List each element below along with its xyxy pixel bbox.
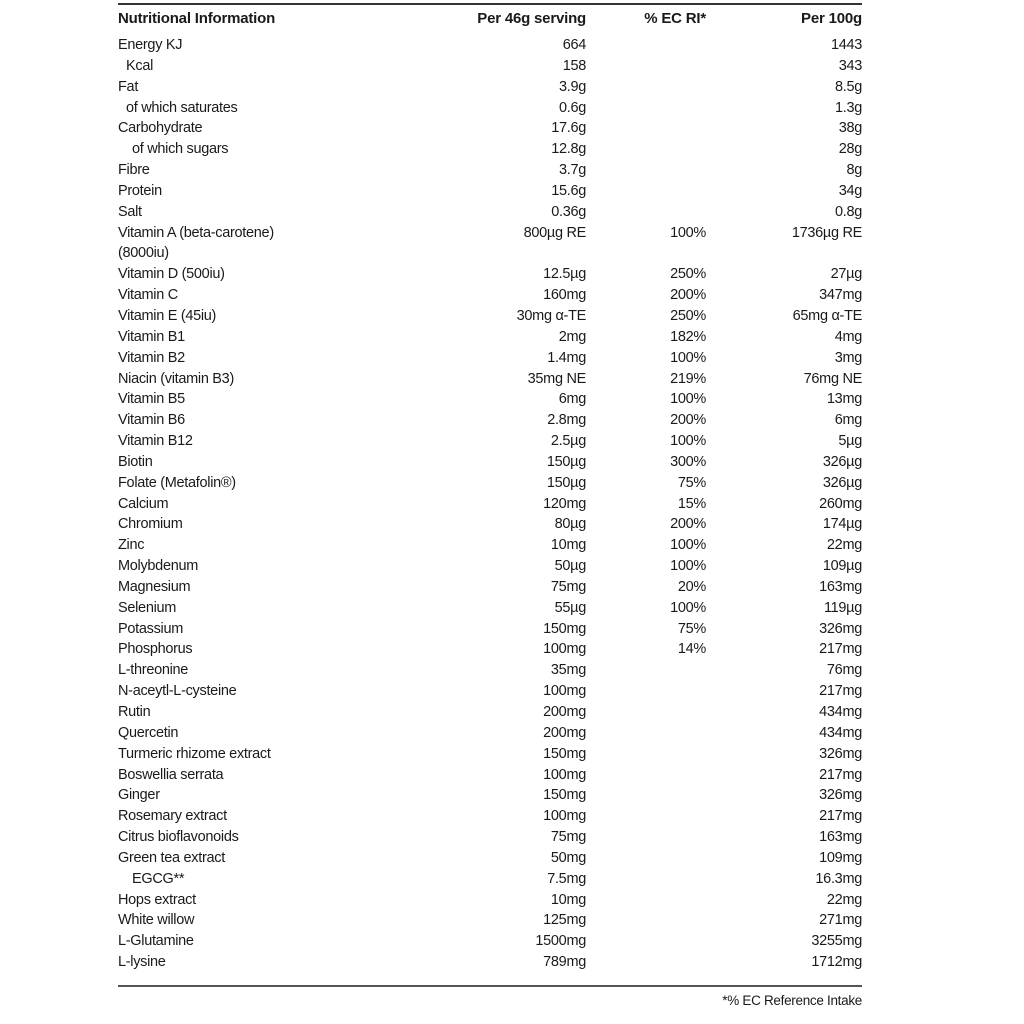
table-row [118, 660, 862, 681]
ec-ri-value: 200% [670, 516, 706, 533]
per-serving-value: 12.5µg [543, 266, 586, 283]
per-serving-value: 6mg [558, 391, 586, 408]
per-serving-value: 3.9g [558, 78, 586, 95]
per-serving-value: 10mg [550, 891, 586, 908]
bottom-rule [118, 985, 862, 987]
per-serving-value: 100mg [543, 683, 586, 700]
per-serving-value: 2mg [558, 328, 586, 345]
per-serving-value: 1.4mg [547, 349, 586, 366]
nutrient-name: EGCG** [132, 870, 185, 887]
per-100g-value: 5µg [838, 433, 862, 450]
ec-ri-value: 100% [670, 537, 706, 554]
per-100g-value: 8.5g [834, 78, 862, 95]
ec-ri-value: 300% [670, 453, 706, 470]
per-serving-value: 2.8mg [547, 412, 586, 429]
per-100g-value: 217mg [819, 766, 862, 783]
table-row [118, 890, 862, 911]
per-100g-value: 347mg [819, 287, 862, 304]
per-serving-value: 158 [562, 57, 586, 74]
table-row [118, 139, 862, 160]
ec-ri-value: 200% [670, 412, 706, 429]
nutrient-name: Turmeric rhizome extract [118, 745, 271, 762]
per-serving-value: 150mg [543, 787, 586, 804]
table-row [118, 827, 862, 848]
nutrient-name: Hops extract [118, 891, 196, 908]
per-100g-value: 3mg [834, 349, 862, 366]
ec-ri-value: 14% [677, 641, 706, 658]
table-row [118, 306, 862, 327]
header-per-serving: Per 46g serving [477, 10, 586, 27]
table-row [118, 598, 862, 619]
per-serving-value: 7.5mg [547, 870, 586, 887]
per-serving-value: 160mg [543, 287, 586, 304]
per-serving-value: 35mg NE [527, 370, 586, 387]
per-serving-value: 55µg [554, 599, 586, 616]
nutrient-name: L-Glutamine [118, 933, 194, 950]
per-serving-value: 2.5µg [550, 433, 586, 450]
table-row [118, 931, 862, 952]
ec-ri-value: 100% [670, 433, 706, 450]
table-row [118, 327, 862, 348]
nutrient-name: of which sugars [132, 141, 229, 158]
nutrient-name: Biotin [118, 453, 153, 470]
table-row [118, 619, 862, 640]
per-serving-value: 17.6g [551, 120, 586, 137]
table-row [118, 264, 862, 285]
nutrient-name: Fat [118, 78, 139, 95]
per-100g-value: 38g [838, 120, 862, 137]
table-row [118, 118, 862, 139]
nutrient-name: Vitamin B6 [118, 412, 185, 429]
per-serving-value: 150mg [543, 745, 586, 762]
per-serving-value: 3.7g [558, 162, 586, 179]
table-row [118, 556, 862, 577]
per-100g-value: 65mg α-TE [792, 307, 862, 324]
nutrient-name: L-threonine [118, 662, 189, 679]
per-serving-value: 120mg [543, 495, 586, 512]
per-serving-value: 1500mg [535, 933, 586, 950]
per-100g-value: 16.3mg [815, 870, 862, 887]
per-serving-value: 150µg [546, 453, 586, 470]
nutrient-name: Energy KJ [118, 37, 183, 53]
per-100g-value: 76mg [826, 662, 862, 679]
nutrient-name: Vitamin D (500iu) [118, 266, 225, 283]
nutrient-name: Salt [118, 203, 142, 220]
table-row [118, 723, 862, 744]
per-100g-value: 343 [838, 57, 862, 74]
per-serving-value: 789mg [543, 954, 586, 971]
footnote: *% EC Reference Intake [722, 993, 862, 1008]
per-100g-value: 6mg [834, 412, 862, 429]
nutrient-name: Chromium [118, 516, 183, 533]
ec-ri-value: 250% [670, 266, 706, 283]
nutrient-name: Folate (Metafolin®) [118, 474, 236, 491]
header-ec-ri: % EC RI* [644, 10, 706, 27]
table-row [118, 389, 862, 410]
per-100g-value: 1712mg [811, 954, 862, 971]
nutrient-name: Vitamin B5 [118, 391, 185, 408]
per-100g-value: 434mg [819, 724, 862, 741]
nutrient-name: Ginger [118, 787, 160, 804]
per-100g-value: 3255mg [811, 933, 862, 950]
header-per-100g: Per 100g [801, 10, 862, 27]
ec-ri-value: 200% [670, 287, 706, 304]
nutrient-name: Phosphorus [118, 641, 193, 658]
nutrient-name: Vitamin B1 [118, 328, 185, 345]
per-serving-value: 150µg [546, 474, 586, 491]
per-serving-value: 100mg [543, 808, 586, 825]
nutrient-name: Vitamin A (beta-carotene) (8000iu) [118, 224, 274, 262]
nutrient-name: Citrus bioflavonoids [118, 829, 239, 846]
table-row [118, 181, 862, 202]
nutrition-table-body [118, 35, 862, 973]
table-row [118, 431, 862, 452]
per-serving-value: 0.6g [558, 99, 586, 116]
table-row [118, 452, 862, 473]
per-100g-value: 8g [846, 162, 862, 179]
table-row [118, 473, 862, 494]
table-row [118, 514, 862, 535]
per-serving-value: 50µg [554, 558, 586, 575]
per-100g-value: 34g [838, 182, 862, 199]
table-row [118, 785, 862, 806]
per-serving-value: 12.8g [551, 141, 586, 158]
table-row [118, 744, 862, 765]
ec-ri-value: 100% [670, 224, 706, 241]
per-100g-value: 260mg [819, 495, 862, 512]
per-100g-value: 22mg [826, 891, 862, 908]
ec-ri-value: 75% [677, 620, 706, 637]
ec-ri-value: 15% [677, 495, 706, 512]
per-serving-value: 150mg [543, 620, 586, 637]
table-row [118, 410, 862, 431]
table-row [118, 285, 862, 306]
nutrient-name: of which saturates [126, 99, 238, 116]
per-100g-value: 4mg [834, 328, 862, 345]
per-serving-value: 800µg RE [523, 224, 586, 241]
nutrient-name: Rutin [118, 704, 151, 720]
table-row [118, 681, 862, 702]
per-serving-value: 200mg [543, 704, 586, 720]
table-row [118, 765, 862, 786]
per-100g-value: 271mg [819, 912, 862, 929]
per-serving-value: 10mg [550, 537, 586, 554]
per-serving-value: 35mg [550, 662, 586, 679]
nutrient-name: Quercetin [118, 724, 179, 741]
per-100g-value: 1443 [830, 37, 862, 53]
nutrient-name: Potassium [118, 620, 183, 637]
table-row [118, 98, 862, 119]
per-100g-value: 326µg [822, 474, 862, 491]
per-100g-value: 326mg [819, 745, 862, 762]
nutrient-name: Vitamin E (45iu) [118, 307, 217, 324]
per-100g-value: 0.8g [834, 203, 862, 220]
table-row [118, 35, 862, 56]
nutrient-name: Vitamin C [118, 287, 178, 304]
per-serving-value: 100mg [543, 766, 586, 783]
header-nutritional-information: Nutritional Information [118, 10, 276, 27]
nutrient-name: N-aceytl-L-cysteine [118, 683, 237, 700]
table-row [118, 202, 862, 223]
nutrient-name: Vitamin B12 [118, 433, 193, 450]
nutrient-name: Protein [118, 182, 162, 199]
per-100g-value: 217mg [819, 641, 862, 658]
per-100g-value: 13mg [826, 391, 862, 408]
per-serving-value: 200mg [543, 724, 586, 741]
per-serving-value: 125mg [543, 912, 586, 929]
per-serving-value: 50mg [550, 849, 586, 866]
ec-ri-value: 20% [677, 578, 706, 595]
per-100g-value: 76mg NE [803, 370, 862, 387]
nutrient-name: Molybdenum [118, 558, 199, 575]
ec-ri-value: 100% [670, 558, 706, 575]
ec-ri-value: 75% [677, 474, 706, 491]
nutrient-name: L-lysine [118, 954, 166, 971]
ec-ri-value: 250% [670, 307, 706, 324]
nutrient-name: Niacin (vitamin B3) [118, 370, 234, 387]
per-100g-value: 163mg [819, 578, 862, 595]
table-row [118, 223, 862, 265]
per-serving-value: 0.36g [551, 203, 586, 220]
ec-ri-value: 100% [670, 349, 706, 366]
per-100g-value: 119µg [823, 599, 862, 616]
per-serving-value: 664 [562, 37, 586, 53]
table-row [118, 577, 862, 598]
table-row [118, 848, 862, 869]
table-row [118, 806, 862, 827]
per-100g-value: 1736µg RE [791, 224, 862, 241]
nutrient-name: Vitamin B2 [118, 349, 185, 366]
table-row [118, 952, 862, 973]
nutrient-name: Fibre [118, 162, 150, 179]
table-row [118, 494, 862, 515]
per-100g-value: 434mg [819, 704, 862, 720]
per-100g-value: 27µg [830, 266, 862, 283]
ec-ri-value: 219% [670, 370, 706, 387]
nutrient-name: Carbohydrate [118, 120, 203, 137]
per-100g-value: 174µg [822, 516, 862, 533]
nutrient-name: Green tea extract [118, 849, 225, 866]
per-serving-value: 30mg α-TE [516, 307, 586, 324]
nutrient-name: Selenium [118, 599, 177, 616]
per-serving-value: 80µg [554, 516, 586, 533]
per-100g-value: 326mg [819, 620, 862, 637]
table-row [118, 77, 862, 98]
ec-ri-value: 182% [670, 328, 706, 345]
per-100g-value: 326mg [819, 787, 862, 804]
nutrient-name: Boswellia serrata [118, 766, 224, 783]
per-serving-value: 75mg [550, 829, 586, 846]
table-row [118, 639, 862, 660]
table-row [118, 910, 862, 931]
ec-ri-value: 100% [670, 391, 706, 408]
per-100g-value: 326µg [822, 453, 862, 470]
per-100g-value: 217mg [819, 683, 862, 700]
nutrient-name: Rosemary extract [118, 808, 227, 825]
per-100g-value: 109µg [822, 558, 862, 575]
top-rule [118, 3, 862, 5]
per-100g-value: 217mg [819, 808, 862, 825]
per-serving-value: 75mg [550, 578, 586, 595]
nutrient-name: White willow [118, 912, 195, 929]
nutrient-name: Calcium [118, 495, 169, 512]
table-header [118, 10, 862, 32]
table-row [118, 160, 862, 181]
table-row [118, 869, 862, 890]
nutrient-name: Zinc [118, 537, 145, 554]
per-serving-value: 100mg [543, 641, 586, 658]
nutrient-name: Kcal [126, 57, 154, 74]
nutrient-name: Magnesium [118, 578, 191, 595]
table-row [118, 369, 862, 390]
per-serving-value: 15.6g [551, 182, 586, 199]
per-100g-value: 163mg [819, 829, 862, 846]
per-100g-value: 1.3g [834, 99, 862, 116]
per-100g-value: 22mg [826, 537, 862, 554]
table-row [118, 702, 862, 723]
table-row [118, 535, 862, 556]
per-100g-value: 109mg [819, 849, 862, 866]
ec-ri-value: 100% [670, 599, 706, 616]
table-row [118, 56, 862, 77]
per-100g-value: 28g [838, 141, 862, 158]
table-row [118, 348, 862, 369]
